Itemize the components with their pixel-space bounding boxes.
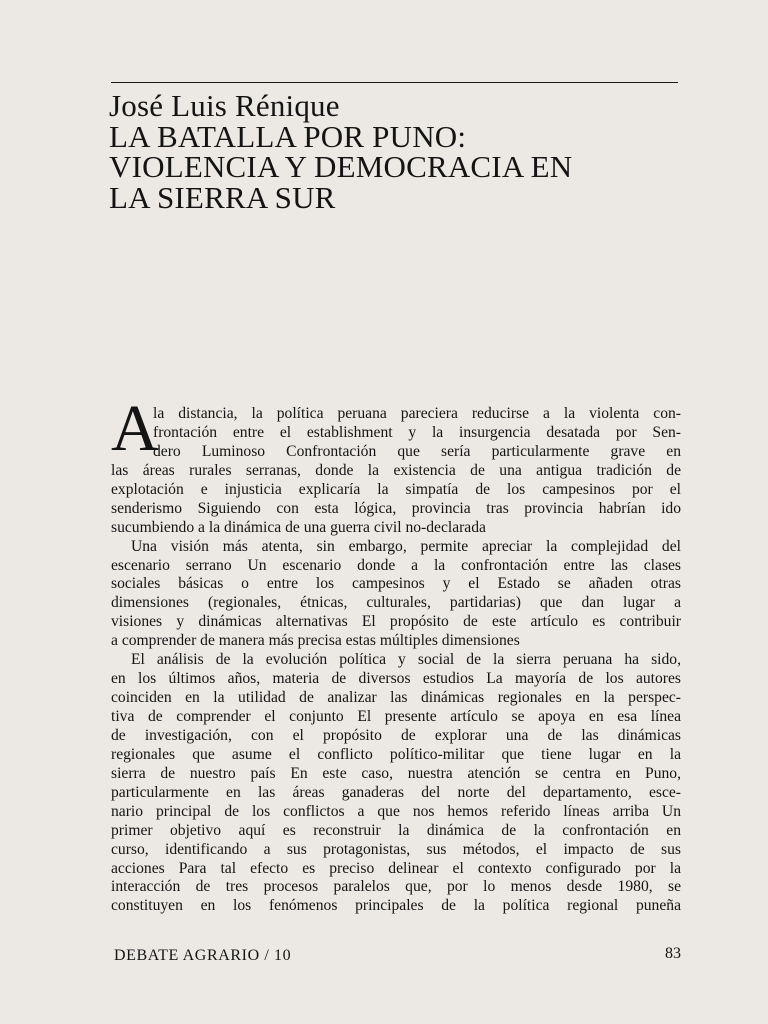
- article-line: sierra de nuestro país En este caso, nuestra atención se centra en Puno,: [111, 764, 681, 782]
- journal-footer: DEBATE AGRARIO / 10: [114, 947, 292, 964]
- article-line: constituyen en los fenómenos principales de la política regional puneña: [111, 897, 681, 915]
- article-line: sucumbiendo a la dinámica de una guerra civil no-declarada: [111, 518, 486, 536]
- article-header: [109, 88, 689, 215]
- article-line: senderismo Siguiendo con esta lógica, provincia tras provincia habrían ido: [111, 499, 681, 517]
- article-line: dero Luminoso Confrontación que sería particularmente grave en: [153, 442, 681, 460]
- page-number: 83: [665, 945, 681, 962]
- article-line: primer objetivo aquí es reconstruir la dinámica de la confrontación en: [111, 821, 681, 839]
- article-body: [111, 392, 681, 916]
- article-line: interacción de tres procesos paralelos que, por lo menos desde 1980, se: [111, 878, 681, 896]
- article-line: frontación entre el establishment y la insurgencia desatada por Sen-: [153, 423, 681, 441]
- article-line: particularmente en las áreas ganaderas del norte del departamento, esce-: [111, 783, 681, 801]
- article-line: de investigación, con el propósito de explorar una de las dinámicas: [111, 726, 681, 744]
- top-rule: [111, 82, 678, 83]
- article-line: la distancia, la política peruana pareciera reducirse a la violenta con-: [153, 405, 681, 422]
- title-line: LA BATALLA POR PUNO:: [109, 118, 467, 154]
- article-line: sociales básicas o entre los campesinos y el Estado se añaden otras: [111, 575, 681, 593]
- article-line: las áreas rurales serranas, donde la existencia de una antigua tradición de: [111, 461, 681, 479]
- article-line: visiones y dinámicas alternativas El propósito de este artículo es contribuir: [111, 613, 681, 631]
- title-line: VIOLENCIA Y DEMOCRACIA EN: [109, 149, 573, 184]
- article-line: a comprender de manera más precisa estas múltiples dimensiones: [111, 632, 520, 650]
- title-line: LA SIERRA SUR: [109, 179, 336, 215]
- article-line: dimensiones (regionales, étnicas, culturales, partidarias) que dan lugar a: [111, 594, 681, 612]
- article-line: regionales que asume el conflicto político-militar que tiene lugar en la: [111, 745, 681, 763]
- article-line: nario principal de los conflictos a que nos hemos referido líneas arriba Un: [111, 802, 681, 820]
- article-line: coinciden en la utilidad de analizar las dinámicas regionales en la perspec-: [111, 689, 681, 707]
- article-line: explotación e injusticia explicaría la simpatía de los campesinos por el: [111, 480, 681, 498]
- article-line: curso, identificando a sus protagonistas, sus métodos, el impacto de sus: [111, 840, 681, 858]
- article-line: Una visión más atenta, sin embargo, permite apreciar la complejidad del: [131, 537, 681, 555]
- article-line: El análisis de la evolución política y social de la sierra peruana ha sido,: [131, 651, 681, 669]
- article-line: tiva de comprender el conjunto El presente artículo se apoya en esa línea: [111, 708, 681, 725]
- article-line: acciones Para tal efecto es preciso delinear el contexto configurado por la: [111, 859, 681, 877]
- article-line: escenario serrano Un escenario donde a la confrontación entre las clases: [111, 556, 681, 574]
- article-line: en los últimos años, materia de diversos estudios La mayoría de los autores: [111, 670, 681, 688]
- author-name: José Luis Rénique: [109, 88, 340, 123]
- drop-cap: A: [111, 392, 159, 465]
